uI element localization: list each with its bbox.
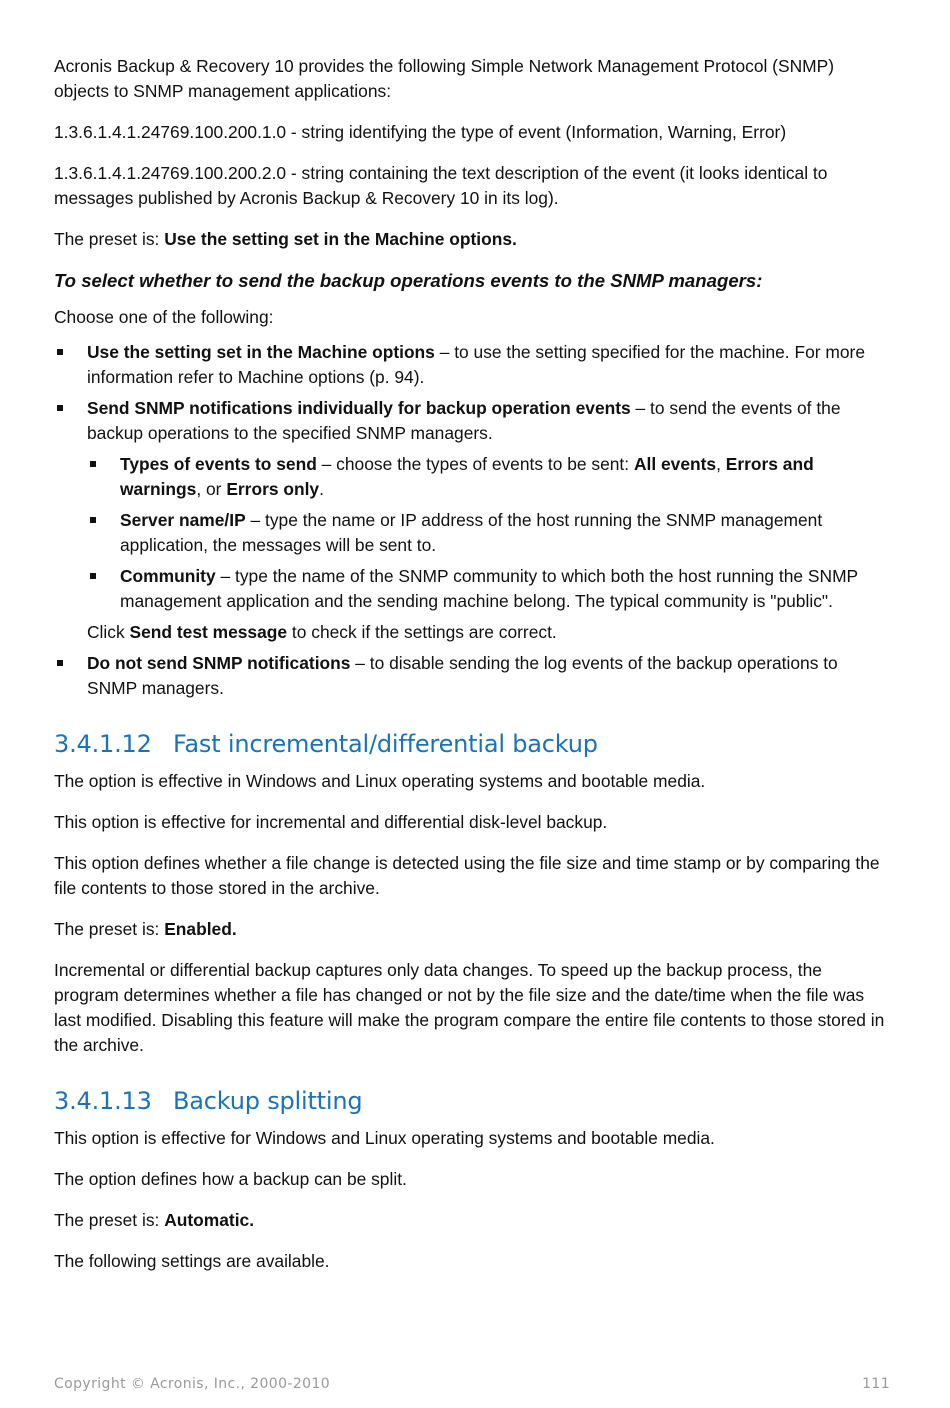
snmp-object-type: 1.3.6.1.4.1.24769.100.200.1.0 - string identifying the type of event (Information, Warning, Error)	[54, 122, 787, 142]
list-item: Types of events to send – choose the types of events to be sent: All events, Errors and warnings, or Errors only.	[87, 452, 890, 502]
intro-paragraph: Acronis Backup & Recovery 10 provides the following Simple Network Management Protocol (SNMP) objects to SNMP management applications:	[54, 56, 835, 101]
bullet-icon	[57, 349, 63, 355]
section-number: 3.4.1.12	[54, 730, 152, 758]
section12-preset: The preset is: Enabled.	[54, 919, 237, 939]
option-text: – to send the events of the backup operations to the specified SNMP managers.	[87, 398, 841, 443]
preset-label: The preset is:	[54, 229, 165, 249]
section-title: Fast incremental/differential backup	[173, 730, 598, 758]
option-label: Use the setting set in the Machine options	[87, 342, 435, 362]
bullet-icon	[90, 461, 96, 467]
bullet-icon	[57, 405, 63, 411]
sub-option-label: Types of events to send	[120, 454, 317, 474]
preset-value: Use the setting set in the Machine options.	[164, 229, 517, 249]
list-item	[87, 508, 890, 558]
intro-preset	[54, 227, 890, 252]
copyright-text: Copyright © Acronis, Inc., 2000-2010	[54, 1376, 331, 1392]
sub-option-text: – type the name of the SNMP community to which both the host running the SNMP management application and the sending machine belong. The typical community is "public".	[120, 566, 858, 611]
section13-paragraph: The following settings are available.	[54, 1251, 330, 1271]
list-item	[87, 564, 890, 614]
section-heading-fast-incremental	[54, 729, 890, 759]
list-item	[54, 340, 890, 390]
option-text: – to disable sending the log events of the backup operations to SNMP managers.	[87, 653, 838, 698]
sub-option-text: – type the name or IP address of the host running the SNMP management application, the messages will be sent to.	[120, 510, 823, 555]
section13-paragraph: The option defines how a backup can be split.	[54, 1169, 407, 1189]
list-item	[54, 396, 890, 645]
procedure-lead: Choose one of the following:	[54, 307, 274, 327]
section12-paragraph: This option is effective for incremental and differential disk-level backup.	[54, 812, 608, 832]
bullet-icon	[90, 517, 96, 523]
procedure-title: To select whether to send the backup operations events to the SNMP managers:	[54, 270, 763, 291]
option-label: Send SNMP notifications individually for backup operation events	[87, 398, 631, 418]
page-footer	[54, 1376, 890, 1392]
section12-paragraph: This option defines whether a file change is detected using the file size and time stamp or by comparing the file contents to those stored in the archive.	[54, 853, 880, 898]
sub-option-label: Community	[120, 566, 216, 586]
preset-value: Enabled.	[164, 919, 237, 939]
snmp-object-description: 1.3.6.1.4.1.24769.100.200.2.0 - string containing the text description of the event (it looks identical to messages published by Acronis Backup & Recovery 10 in its log).	[54, 163, 828, 208]
section13-paragraph: This option is effective for Windows and Linux operating systems and bootable media.	[54, 1128, 715, 1148]
section13-preset: The preset is: Automatic.	[54, 1210, 255, 1230]
list-item	[54, 651, 890, 701]
section-title: Backup splitting	[173, 1087, 363, 1115]
document-page	[54, 54, 890, 1290]
option-text: – to use the setting specified for the machine. For more information refer to Machine options (p. 94).	[87, 342, 866, 387]
page-number: 111	[862, 1376, 890, 1392]
section-number: 3.4.1.13	[54, 1087, 152, 1115]
section12-paragraph: Incremental or differential backup captures only data changes. To speed up the backup process, the program determines whether a file has changed or not by the file size and the date/time when the file was last modified. Disabling this feature will make the program compare the entire file contents to those stored in the archive.	[54, 960, 885, 1055]
preset-value: Automatic.	[164, 1210, 255, 1230]
bullet-icon	[90, 573, 96, 579]
bullet-icon	[57, 660, 63, 666]
sub-option-label: Server name/IP	[120, 510, 246, 530]
options-list	[54, 340, 890, 701]
section-heading-backup-splitting	[54, 1086, 890, 1116]
option-label: Do not send SNMP notifications	[87, 653, 351, 673]
test-message-note: Click Send test message to check if the settings are correct.	[87, 622, 557, 642]
sub-options-list	[87, 452, 890, 614]
section12-paragraph: The option is effective in Windows and Linux operating systems and bootable media.	[54, 771, 706, 791]
